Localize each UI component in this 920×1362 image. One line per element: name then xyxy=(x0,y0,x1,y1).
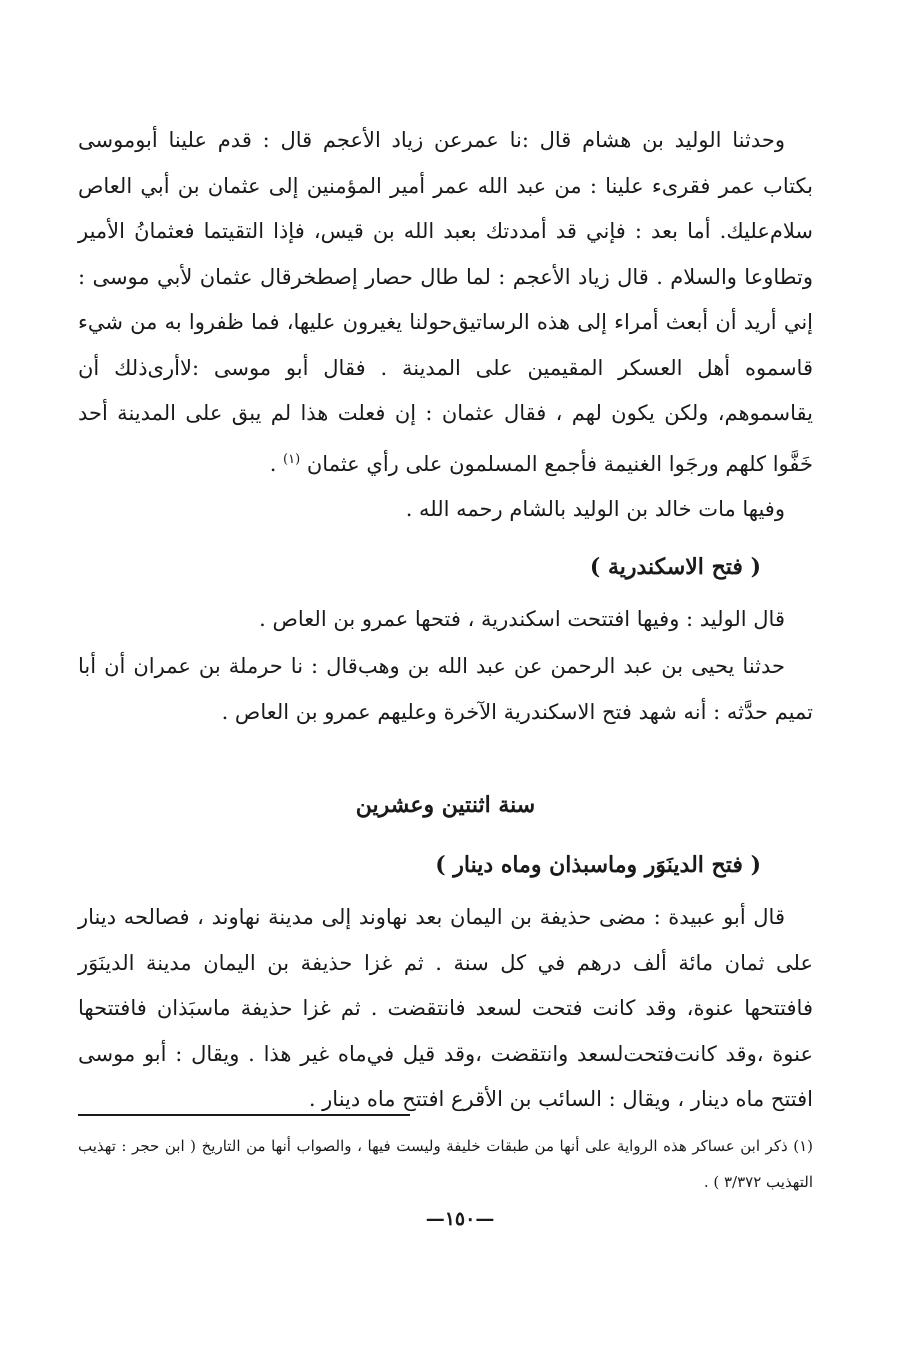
paragraph-khalid-death xyxy=(78,487,813,533)
year-heading: سنة اثنتين وعشرين xyxy=(355,792,536,818)
paragraph-ziyad-narration xyxy=(78,118,813,487)
paragraph-text: حدثنا يحيى بن عبد الرحمن عن عبد الله بن وهب‌قال : نا حرملة بن عمران أن أبا تميم حدَّثه : أنه شهد فتح الاسكندرية الآخرة وعليهم عمرو بن العاص . xyxy=(78,654,813,724)
paragraph-abu-tamim xyxy=(78,644,813,735)
paragraph-text: وحدثنا الوليد بن هشام قال :نا عمرعن زياد الأعجم قال : قدم علينا أبوموسى بكتاب عمر فقرىء علينا : من عبد الله عمر أمير المؤمنين إلى عثمان بن أبي العاص سلام‌عليك. أما بعد : فإني قد أمددتك بعبد الله بن قيس، فإذا التقيتما فعثمانُ الأمير وتطاوعا والسلام . قال زياد الأعجم : لما طال حصار إصطخرقال عثمان لأبي موسى : إني أريد أن أبعث أمراء إلى هذه الرساتيق‌حولنا يغيرون عليها، فما ظفروا به من شيء قاسموه أهل العسكر المقيمين على المدينة . فقال أبو موسى :لاأرى‌ذلك أن يقاسموهم، ولكن يكون لهم ، فقال عثمان : إن فعلت هذا لم يبق على المدينة أحد خَفَّوا كلهم ورجَوا الغنيمة فأجمع المسلمون على رأي عثمان xyxy=(78,128,813,476)
footnote-reference: (١) xyxy=(283,451,301,467)
section-heading-dinawar: ( فتح الدينَوَر وماسبذان وماه دينار ) xyxy=(435,852,761,878)
paragraph-text: وفيها مات خالد بن الوليد بالشام رحمه الله . xyxy=(405,497,785,521)
paragraph-text: قال أبو عبيدة : مضى حذيفة بن اليمان بعد نهاوند إلى مدينة نهاوند ، فصالحه دينار على ثمان مائة ألف درهم في كل سنة . ثم غزا حذيفة بن اليمان مدينة الدينَوَر فافتتحها عنوة، وقد كانت فتحت لسعد فانتقضت . ثم غزا حذيفة ماسبَذان فافتتحها عنوة ،وقد كانت‌فتحت‌لسعد وانتقضت ،وقد قيل في‌ماه غير هذا . ويقال : أبو موسى افتتح ماه دينار ، ويقال : السائب بن الأقرع افتتح ماه دينار . xyxy=(78,905,813,1111)
page-number: —١٥٠— xyxy=(425,1208,495,1230)
paragraph-alexandria-conquest xyxy=(78,597,813,643)
page-body xyxy=(78,118,813,1123)
footnote-1: (١) ذكر ابن عساكر هذه الرواية على أنها من طبقات خليفة وليست فيها ، والصواب أنها من التاريخ ( ابن حجر : تهذيب التهذيب ٣/٣٧٢ ) . xyxy=(78,1137,813,1191)
paragraph-text: قال الوليد : وفيها افتتحت اسكندرية ، فتحها عمرو بن العاص . xyxy=(259,606,785,631)
paragraph-hudhayfa xyxy=(78,895,813,1123)
footnote-divider xyxy=(78,1114,410,1116)
paragraph-end: . xyxy=(269,451,284,476)
footnotes xyxy=(78,1128,813,1200)
section-heading-alexandria: ( فتح الاسكندرية ) xyxy=(589,553,761,580)
